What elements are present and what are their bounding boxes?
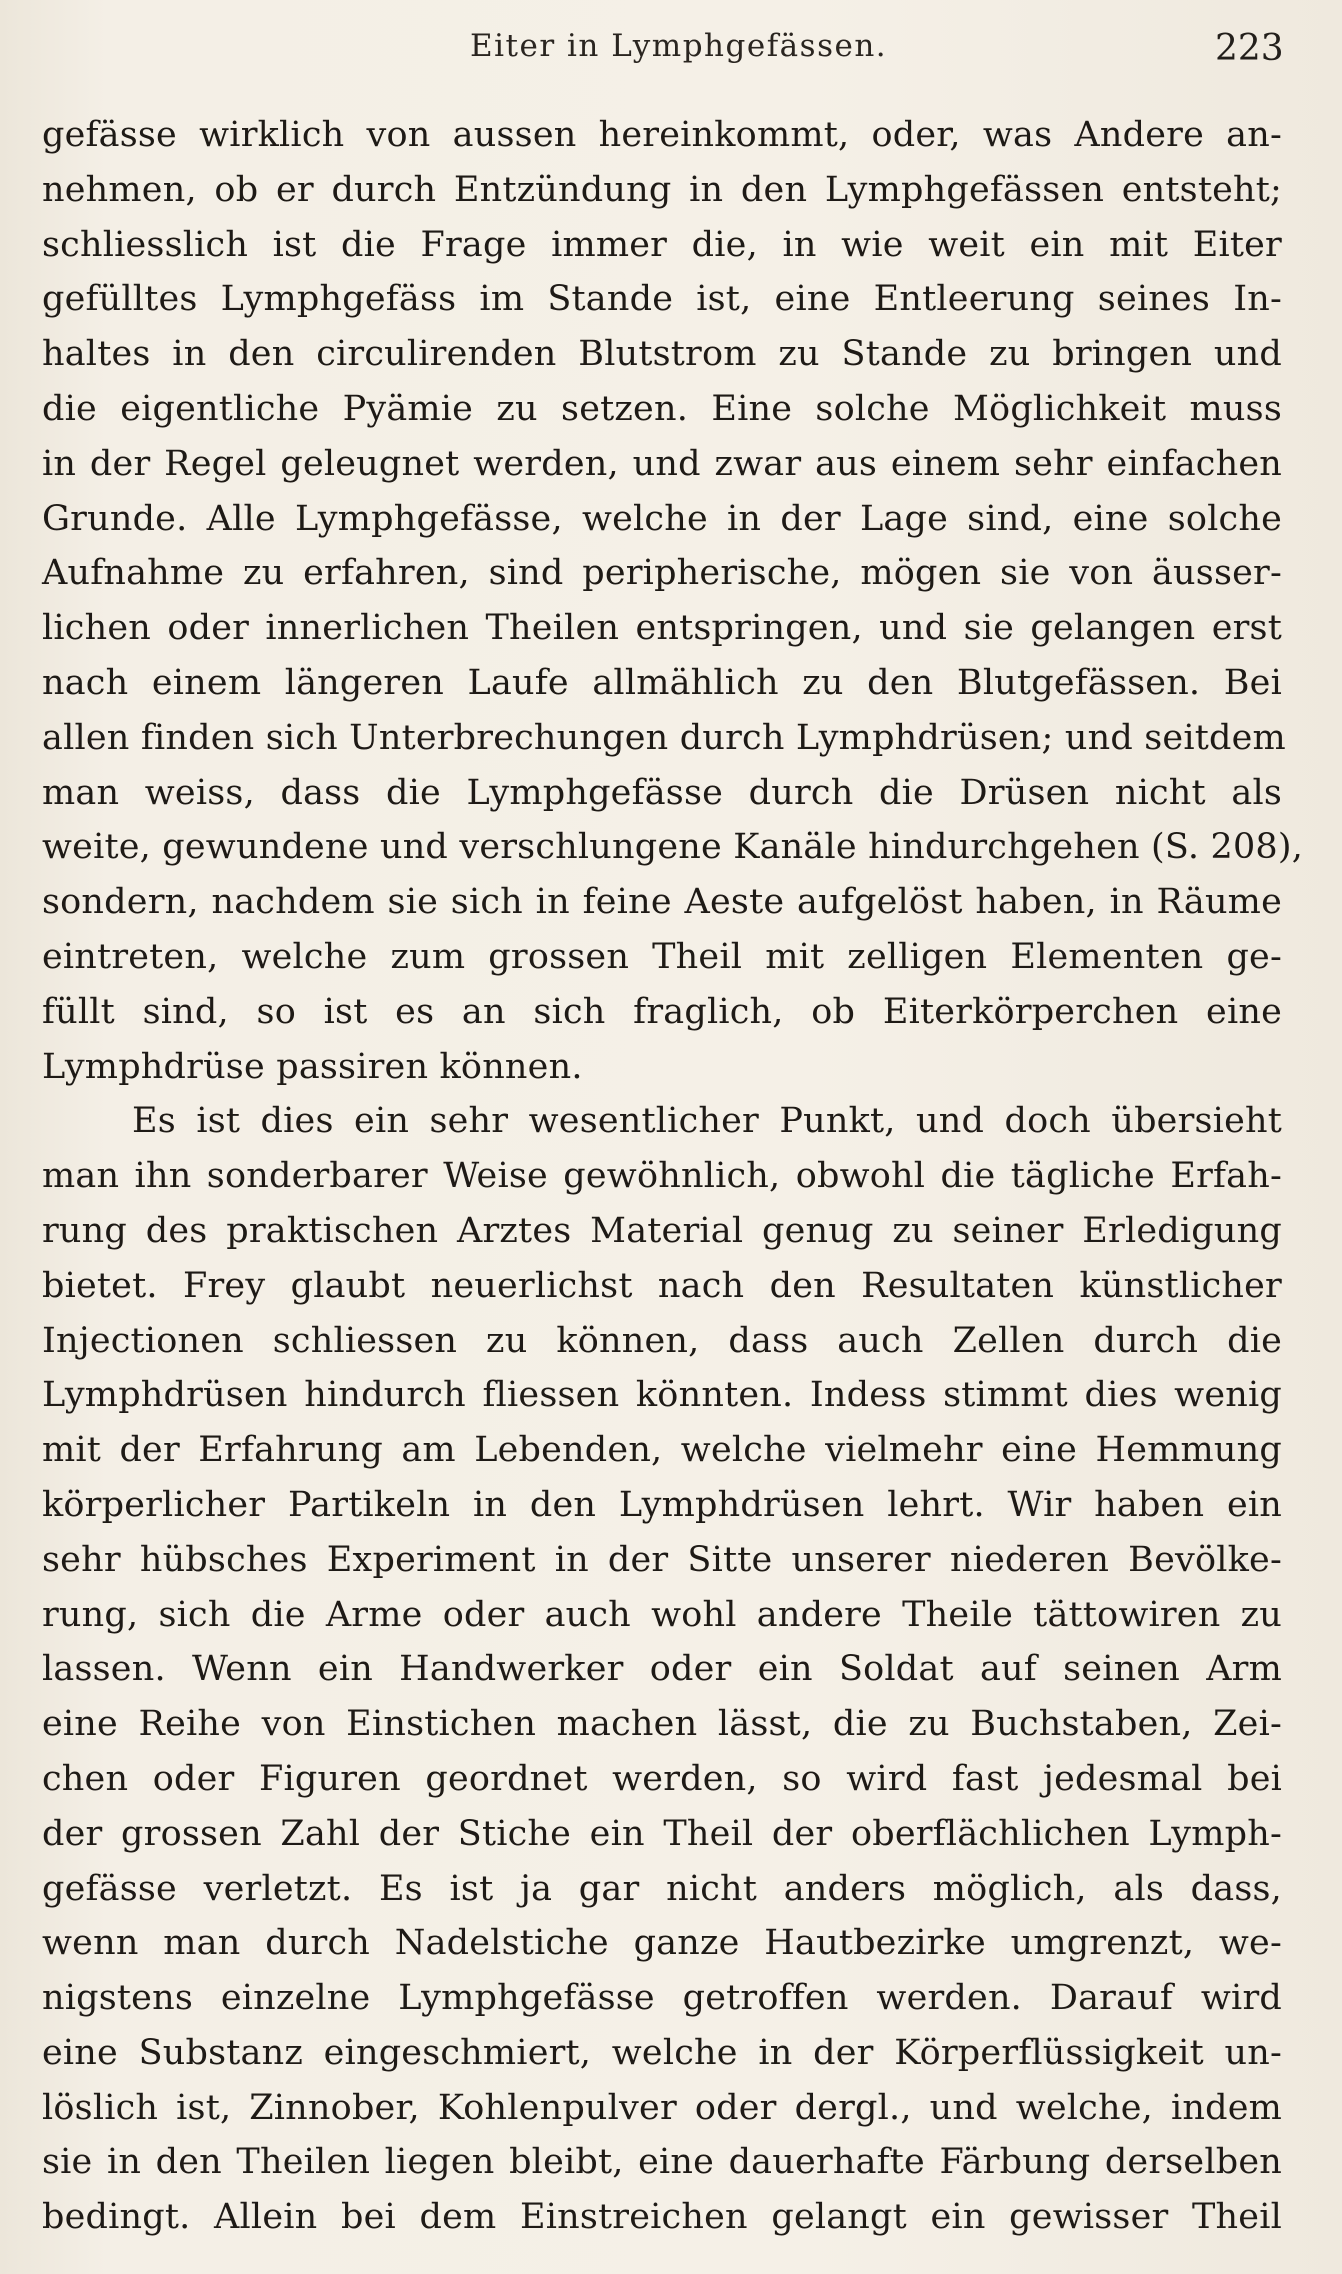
text-line: eine Substanz eingeschmiert, welche in der Körperflüssigkeit un-	[42, 2032, 1282, 2073]
text-line: eintreten, welche zum grossen Theil mit zelligen Elementen ge-	[42, 936, 1282, 977]
text-line: Aufnahme zu erfahren, sind peripherische, mögen sie von äusser-	[42, 553, 1282, 594]
text-line: löslich ist, Zinnober, Kohlenpulver oder dergl., und welche, indem	[42, 2087, 1282, 2128]
text-line: bietet. Frey glaubt neuerlichst nach den Resultaten künstlicher	[42, 1265, 1282, 1306]
text-line: nach einem längeren Laufe allmählich zu den Blutgefässen. Bei	[42, 662, 1282, 703]
text-line: der grossen Zahl der Stiche ein Theil der oberflächlichen Lymph-	[42, 1813, 1282, 1854]
text-line: sondern, nachdem sie sich in feine Aeste aufgelöst haben, in Räume	[42, 882, 1282, 923]
running-head	[0, 24, 1342, 74]
text-line: körperlicher Partikeln in den Lymphdrüsen lehrt. Wir haben ein	[42, 1484, 1282, 1525]
text-line: sehr hübsches Experiment in der Sitte unserer niederen Bevölke-	[42, 1539, 1282, 1580]
text-line: weite, gewundene und verschlungene Kanäle hindurchgehen (S. 208),	[42, 827, 1304, 868]
text-line: die eigentliche Pyämie zu setzen. Eine solche Möglichkeit muss	[42, 388, 1282, 429]
text-line: mit der Erfahrung am Lebenden, welche vielmehr eine Hemmung	[42, 1430, 1282, 1471]
text-line: Injectionen schliessen zu können, dass auch Zellen durch die	[42, 1320, 1282, 1361]
text-line: eine Reihe von Einstichen machen lässt, die zu Buchstaben, Zei-	[42, 1704, 1282, 1745]
page-number: 223	[1215, 28, 1284, 69]
text-line: bedingt. Allein bei dem Einstreichen gelangt ein gewisser Theil	[42, 2197, 1282, 2238]
text-line: Es ist dies ein sehr wesentlicher Punkt, und doch übersieht	[132, 1101, 1282, 1142]
running-title: Eiter in Lymphgefässen.	[470, 28, 888, 64]
text-line: rung des praktischen Arztes Material genug zu seiner Erledigung	[42, 1210, 1282, 1251]
paragraph	[42, 1094, 1282, 2245]
text-line: man ihn sonderbarer Weise gewöhnlich, obwohl die tägliche Erfah-	[42, 1156, 1282, 1197]
text-line: Lymphdrüsen hindurch fliessen könnten. Indess stimmt dies wenig	[42, 1375, 1282, 1416]
text-line: allen finden sich Unterbrechungen durch Lymphdrüsen; und seitdem	[42, 717, 1286, 758]
text-line: gefülltes Lymphgefäss im Stande ist, eine Entleerung seines In-	[42, 279, 1282, 320]
text-line: lichen oder innerlichen Theilen entspringen, und sie gelangen erst	[42, 608, 1282, 649]
text-line: füllt sind, so ist es an sich fraglich, ob Eiterkörperchen eine	[42, 991, 1282, 1032]
text-line: man weiss, dass die Lymphgefässe durch die Drüsen nicht als	[42, 772, 1282, 813]
text-line: haltes in den circulirenden Blutstrom zu Stande zu bringen und	[42, 334, 1282, 375]
text-line: gefässe verletzt. Es ist ja gar nicht anders möglich, als dass,	[42, 1868, 1282, 1909]
text-line: Grunde. Alle Lymphgefässe, welche in der Lage sind, eine solche	[42, 498, 1282, 539]
text-line: in der Regel geleugnet werden, und zwar aus einem sehr einfachen	[42, 443, 1282, 484]
text-line: rung, sich die Arme oder auch wohl andere Theile tättowiren zu	[42, 1594, 1282, 1635]
text-line: lassen. Wenn ein Handwerker oder ein Soldat auf seinen Arm	[42, 1649, 1282, 1690]
body-text	[42, 108, 1304, 2245]
text-line: schliesslich ist die Frage immer die, in wie weit ein mit Eiter	[42, 224, 1282, 265]
text-line: sie in den Theilen liegen bleibt, eine dauerhafte Färbung derselben	[42, 2142, 1282, 2183]
text-line: chen oder Figuren geordnet werden, so wird fast jedesmal bei	[42, 1758, 1282, 1799]
text-line: wenn man durch Nadelstiche ganze Hautbezirke umgrenzt, we-	[42, 1923, 1282, 1964]
text-line: Lymphdrüse passiren können.	[42, 1046, 583, 1087]
text-line: nehmen, ob er durch Entzündung in den Lymphgefässen entsteht;	[42, 169, 1282, 210]
text-line: nigstens einzelne Lymphgefässe getroffen werden. Darauf wird	[42, 1978, 1282, 2019]
text-line: gefässe wirklich von aussen hereinkommt, oder, was Andere an-	[42, 115, 1282, 155]
paragraph	[42, 108, 1304, 1094]
